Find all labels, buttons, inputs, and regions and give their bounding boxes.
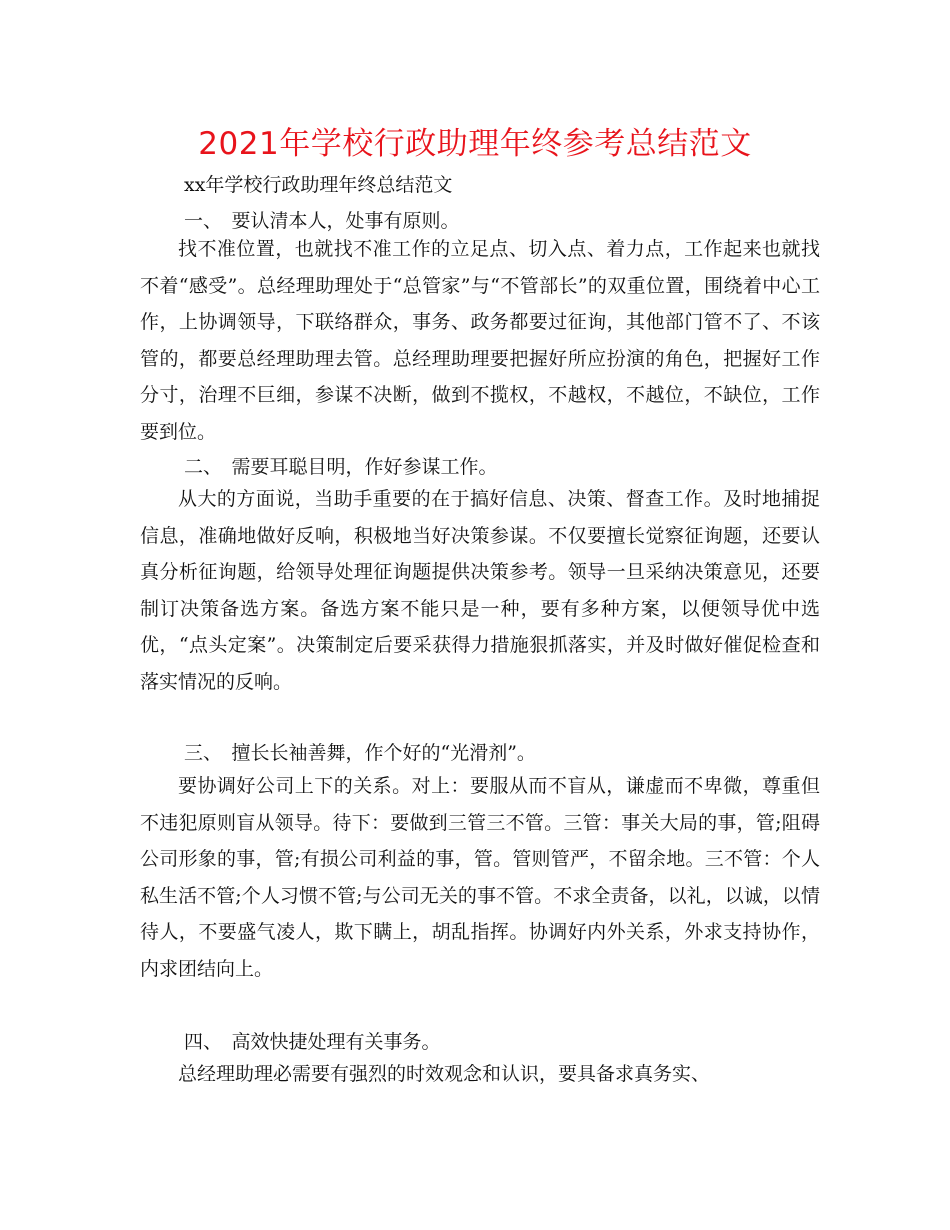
- paragraph-text-3: 要协调好公司上下的关系。对上：要服从而不盲从，谦虚而不卑微，尊重但不违犯原则盲从领导。待下：要做到三管三不管。三管：事关大局的事，管;阻碍公司形象的事，管;有损公司利益的事，管。管则管严，不留余地。三不管：个人私生活不管;个人习惯不管;与公司无关的事不管。不求全责备，以礼，以诚，以情待人，不要盛气凌人，欺下瞒上，胡乱指挥。协调好内外关系，外求支持协作，内求团结向上。: [140, 775, 820, 980]
- section-heading-4: 四、 高效快捷处理有关事务。: [184, 1031, 441, 1053]
- document-title: 2021年学校行政助理年终参考总结范文: [198, 126, 752, 162]
- document-subtitle: xx年学校行政助理年终总结范文: [184, 174, 453, 196]
- paragraph-text-2: 从大的方面说，当助手重要的在于搞好信息、决策、督查工作。及时地捕捉信息，准确地做好反响，积极地当好决策参谋。不仅要擅长觉察征询题，还要认真分析征询题，给领导处理征询题提供决策参考。领导一旦采纳决策意见，还要制订决策备选方案。备选方案不能只是一种，要有多种方案，以便领导优中选优，“点头定案”。决策制定后要采获得力措施狠抓落实，并及时做好催促检查和落实情况的反响。: [140, 488, 820, 693]
- section-paragraph-3: [140, 768, 820, 987]
- paragraph-text-1: 找不准位置，也就找不准工作的立足点、切入点、着力点，工作起来也就找不着“感受”。总经理助理处于“总管家”与“不管部长”的双重位置，围绕着中心工作，上协调领导，下联络群众，事务、政务都要过征询，其他部门管不了、不该管的，都要总经理助理去管。总经理助理要把握好所应扮演的角色，把握好工作分寸，治理不巨细，参谋不决断，做到不揽权，不越权，不越位，不缺位，工作要到位。: [140, 238, 820, 443]
- section-paragraph-4: [140, 1056, 820, 1093]
- section-heading-3: 三、 擅长长袖善舞，作个好的“光滑剂”。: [184, 742, 536, 764]
- section-heading-2: 二、 需要耳聪目明，作好参谋工作。: [184, 456, 498, 478]
- section-paragraph-2: [140, 481, 820, 700]
- paragraph-text-4: 总经理助理必需要有强烈的时效观念和认识，要具备求真务实、: [178, 1063, 711, 1085]
- section-heading-1: 一、 要认清本人，处事有原则。: [184, 210, 460, 232]
- section-paragraph-1: [140, 231, 820, 450]
